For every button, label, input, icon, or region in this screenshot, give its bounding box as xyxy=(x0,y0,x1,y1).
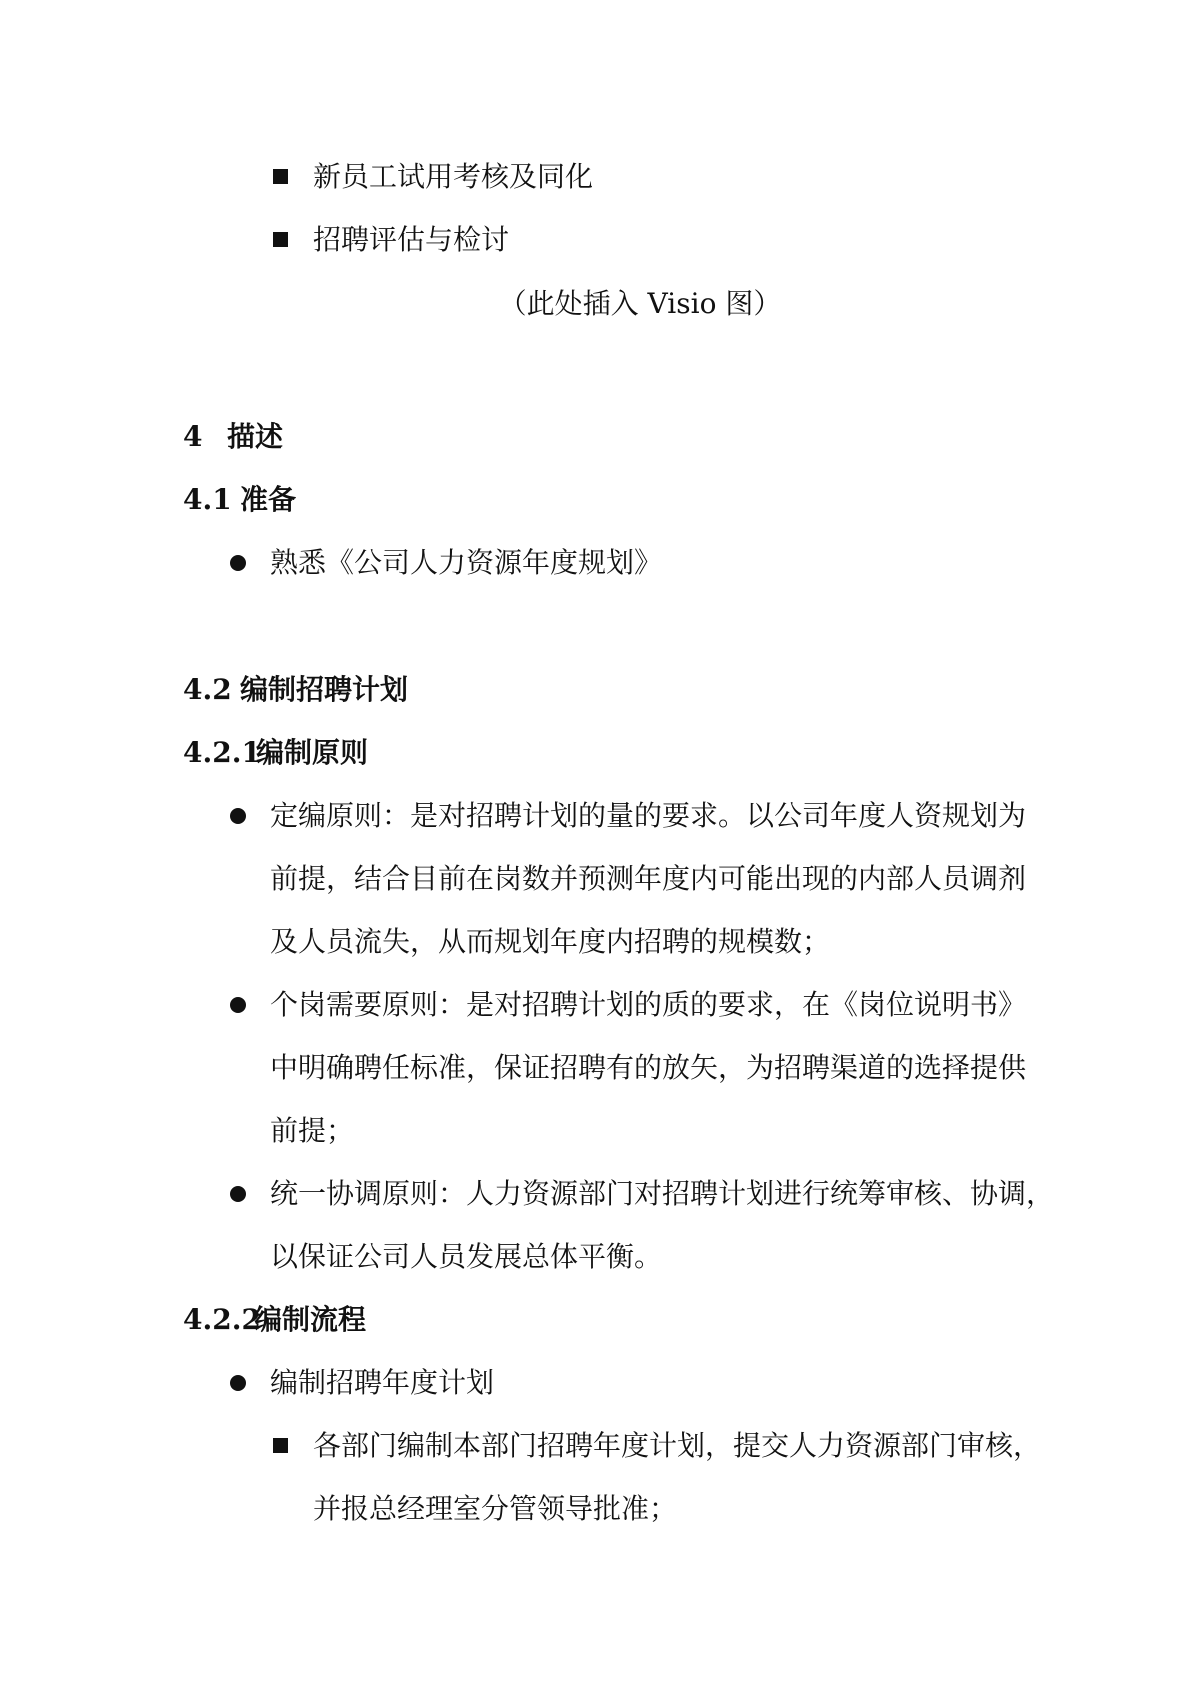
paragraph-line: 各部门编制本部门招聘年度计划，提交人力资源部门审核， xyxy=(313,1429,1042,1462)
section-number: 4 xyxy=(183,420,203,453)
list-item: 新员工试用考核及同化 xyxy=(313,160,594,193)
section-title: 描述 xyxy=(227,420,284,453)
paragraph-line: 统一协调原则：人力资源部门对招聘计划进行统筹审核、协调， xyxy=(270,1177,1055,1210)
section-title: 编制原则 xyxy=(256,736,369,769)
paragraph-line: 以保证公司人员发展总体平衡。 xyxy=(270,1240,663,1273)
square-bullet-icon xyxy=(273,232,288,247)
round-bullet-icon xyxy=(230,1186,246,1202)
paragraph-line: 中明确聘任标准，保证招聘有的放矢，为招聘渠道的选择提供 xyxy=(270,1051,1027,1084)
list-item: 招聘评估与检讨 xyxy=(313,223,510,256)
round-bullet-icon xyxy=(230,555,246,571)
round-bullet-icon xyxy=(230,997,246,1013)
paragraph-line: 前提； xyxy=(270,1114,355,1147)
paragraph-line: 定编原则：是对招聘计划的量的要求。以公司年度人资规划为 xyxy=(270,799,1027,832)
list-item: 编制招聘年度计划 xyxy=(270,1366,495,1399)
paragraph-line: 个岗需要原则：是对招聘计划的质的要求，在《岗位说明书》 xyxy=(270,988,1027,1021)
section-number: 4.2.1 xyxy=(183,736,261,769)
section-title: 编制招聘计划 xyxy=(240,673,409,706)
square-bullet-icon xyxy=(273,169,288,184)
section-number: 4.2 xyxy=(183,673,232,706)
paragraph-line: 并报总经理室分管领导批准； xyxy=(313,1492,678,1525)
visio-placeholder: （此处插入 Visio 图） xyxy=(498,287,782,320)
round-bullet-icon xyxy=(230,1375,246,1391)
round-bullet-icon xyxy=(230,808,246,824)
paragraph-line: 及人员流失，从而规划年度内招聘的规模数； xyxy=(270,925,831,958)
list-item: 熟悉《公司人力资源年度规划》 xyxy=(270,546,663,579)
section-title: 准备 xyxy=(240,483,297,516)
square-bullet-icon xyxy=(273,1438,288,1453)
section-number: 4.1 xyxy=(183,483,232,516)
paragraph-line: 前提，结合目前在岗数并预测年度内可能出现的内部人员调剂 xyxy=(270,862,1027,895)
section-number: 4.2.2 xyxy=(183,1303,261,1336)
section-title: 编制流程 xyxy=(254,1303,367,1336)
